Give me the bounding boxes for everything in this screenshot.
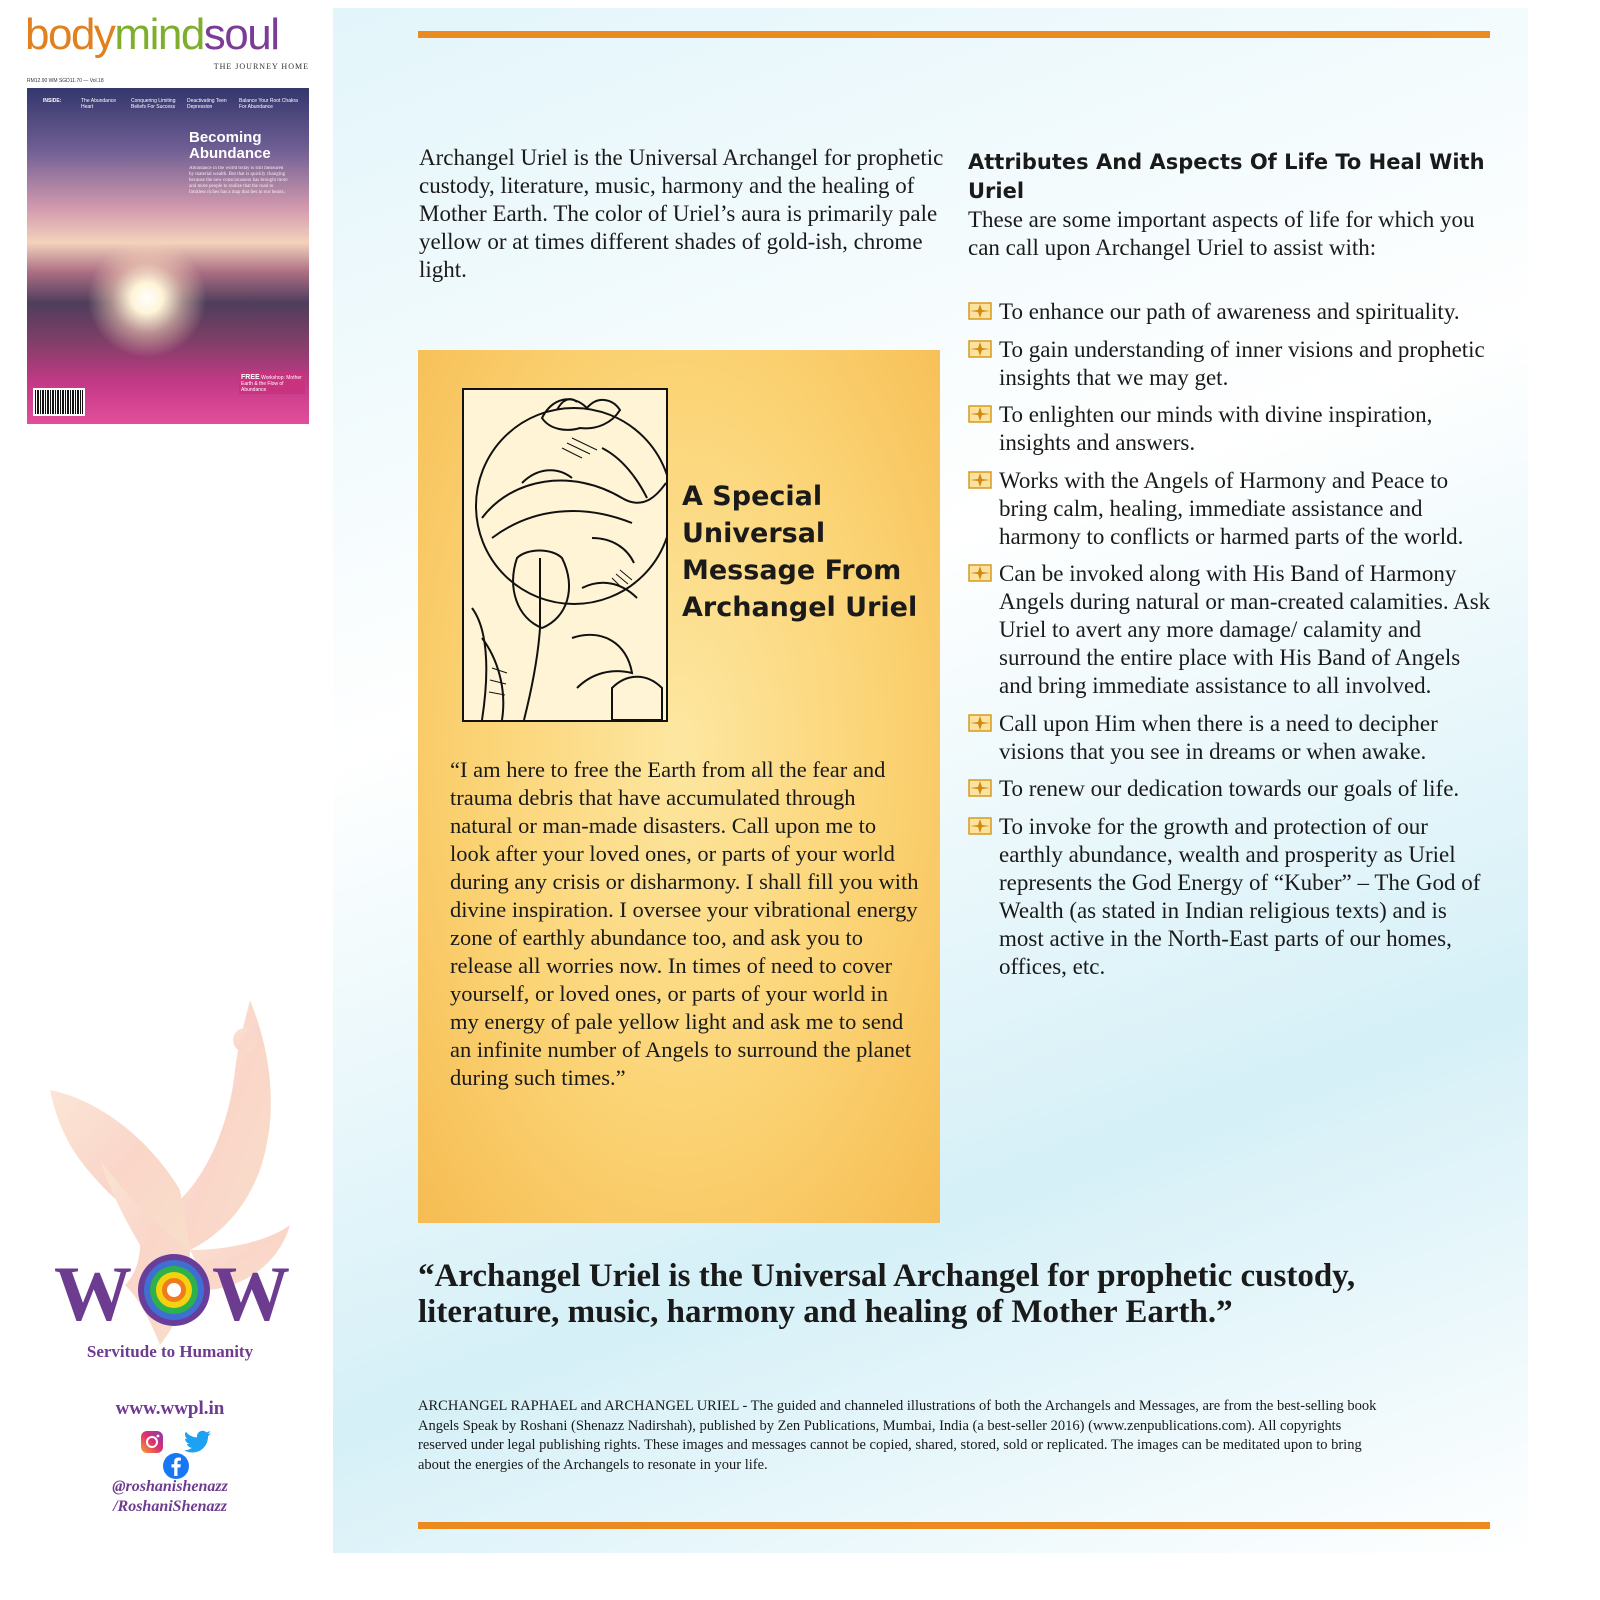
sparkle-bullet-icon [968, 779, 992, 797]
list-item: Works with the Angels of Harmony and Peace to bring calm, healing, immediate assistance and harmony to conflicts or harmed parts of the world. [968, 467, 1493, 551]
sparkle-bullet-icon [968, 405, 992, 423]
instagram-handle[interactable]: @roshanishenazz [112, 1478, 228, 1495]
magazine-inside-list: INSIDE: The Abundance Heart Conquering Limiting Beliefs For Success Deactivating Teen Depression Balance Your Root Chakra For Abundance [43, 98, 298, 110]
message-box [418, 350, 940, 1223]
bottom-rule [418, 1522, 1490, 1529]
list-item: Can be invoked along with His Band of Harmony Angels during natural or man-created calamities. Ask Uriel to avert any more damage/ calamity and surround the entire place with His Band of Angels and bring immediate assistance to all involved. [968, 560, 1493, 700]
sparkle-bullet-icon [968, 714, 992, 732]
magazine-price: RM12.90 WM SGD11.70 — Vol.18 [27, 78, 104, 84]
attributes-heading: Attributes And Aspects Of Life To Heal With Uriel [968, 150, 1485, 203]
barcode [33, 388, 85, 416]
top-rule [418, 31, 1490, 38]
svg-text:W: W [54, 1250, 132, 1330]
list-item: To enlighten our minds with divine inspiration, insights and answers. [968, 401, 1493, 457]
magazine-tagline: THE JOURNEY HOME [213, 62, 309, 71]
message-quote: “I am here to free the Earth from all the fear and trauma debris that have accumulated through natural or man-made disasters. Call upon me to look after your loved ones, or parts of your world during any crisis or disharmony. I shall fill you with divine inspiration. I oversee your vibrational energy zone of earthly abundance too, and ask you to release all worries now. In times of need to cover yourself, or loved ones, or parts of your world in my energy of pale yellow light and ask me to send an infinite number of Angels to surround the planet during such times.” [450, 757, 919, 1090]
magazine-headline: Becoming Abundance [189, 129, 271, 162]
magazine-free-badge: FREE Workshop: Mother Earth & the Flow of Abundance [239, 372, 305, 394]
magazine-logo: bodymindsoul [25, 10, 279, 59]
sparkle-bullet-icon [968, 340, 992, 358]
credits-note: ARCHANGEL RAPHAEL and ARCHANGEL URIEL - The guided and channeled illustrations of both the Archangels and Messages, are from the best-selling book Angels Speak by Roshani (Shenazz Nadirshah), published by Zen Publications, Mumbai, India (a best-seller 2016) (www.zenpublications.com). All copyrights reserved under legal publishing rights. These images and messages cannot be copied, shared, stored, sold or replicated. The images can be meditated upon to bring about the energies of the Archangels to resonate in your life. [418, 1398, 1377, 1473]
attributes-list [968, 298, 1493, 990]
sparkle-bullet-icon [968, 817, 992, 835]
attributes-intro: These are some important aspects of life for which you can call upon Archangel Uriel to assist with: [968, 207, 1475, 260]
sun-glow [87, 238, 207, 358]
wow-logo [54, 1250, 294, 1330]
intro-paragraph: Archangel Uriel is the Universal Archangel for prophetic custody, literature, music, harmony and the healing of Mother Earth. The color of Uriel’s aura is primarily pale yellow or at times different shades of gold-ish, chrome light. [419, 145, 944, 282]
social-icons [140, 1428, 220, 1454]
magazine-blurb: Abundance in the world today is still measured by material wealth. But that is quickly changing because the new consciousness has brought more and more people to realize that the road to limitless riches has a map that lies in our hearts. [189, 166, 288, 195]
sparkle-bullet-icon [968, 564, 992, 582]
wow-tagline: Servitude to Humanity [86, 1342, 254, 1361]
magazine-cover-image [27, 88, 309, 424]
list-item: To enhance our path of awareness and spirituality. [968, 298, 1493, 326]
list-item: Call upon Him when there is a need to decipher visions that you see in dreams or when awake. [968, 710, 1493, 766]
facebook-handle[interactable]: /RoshaniShenazz [113, 1498, 227, 1515]
facebook-icon[interactable] [162, 1452, 190, 1480]
pull-quote: “Archangel Uriel is the Universal Archangel for prophetic custody, literature, music, harmony and healing of Mother Earth.” [418, 1258, 1356, 1330]
list-item: To renew our dedication towards our goals of life. [968, 775, 1493, 803]
instagram-icon[interactable] [140, 1430, 164, 1454]
sparkle-bullet-icon [968, 471, 992, 489]
message-title: A Special Universal Message From Archangel Uriel [682, 481, 918, 623]
twitter-icon[interactable] [184, 1430, 212, 1454]
magazine-cover-panel [25, 10, 319, 393]
archangel-uriel-illustration [462, 388, 668, 722]
left-column [0, 0, 330, 1600]
website-link[interactable]: www.wwpl.in [115, 1398, 225, 1419]
facebook-row [162, 1452, 192, 1480]
wow-branding [40, 1000, 300, 1520]
svg-text:W: W [212, 1250, 290, 1330]
list-item: To invoke for the growth and protection of our earthly abundance, wealth and prosperity as Uriel represents the God Energy of “Kuber” – The God of Wealth (as stated in Indian religious texts) and is most active in the North-East parts of our homes, offices, etc. [968, 813, 1493, 981]
sparkle-bullet-icon [968, 302, 992, 320]
list-item: To gain understanding of inner visions and prophetic insights that we may get. [968, 336, 1493, 392]
article-page [333, 8, 1528, 1553]
